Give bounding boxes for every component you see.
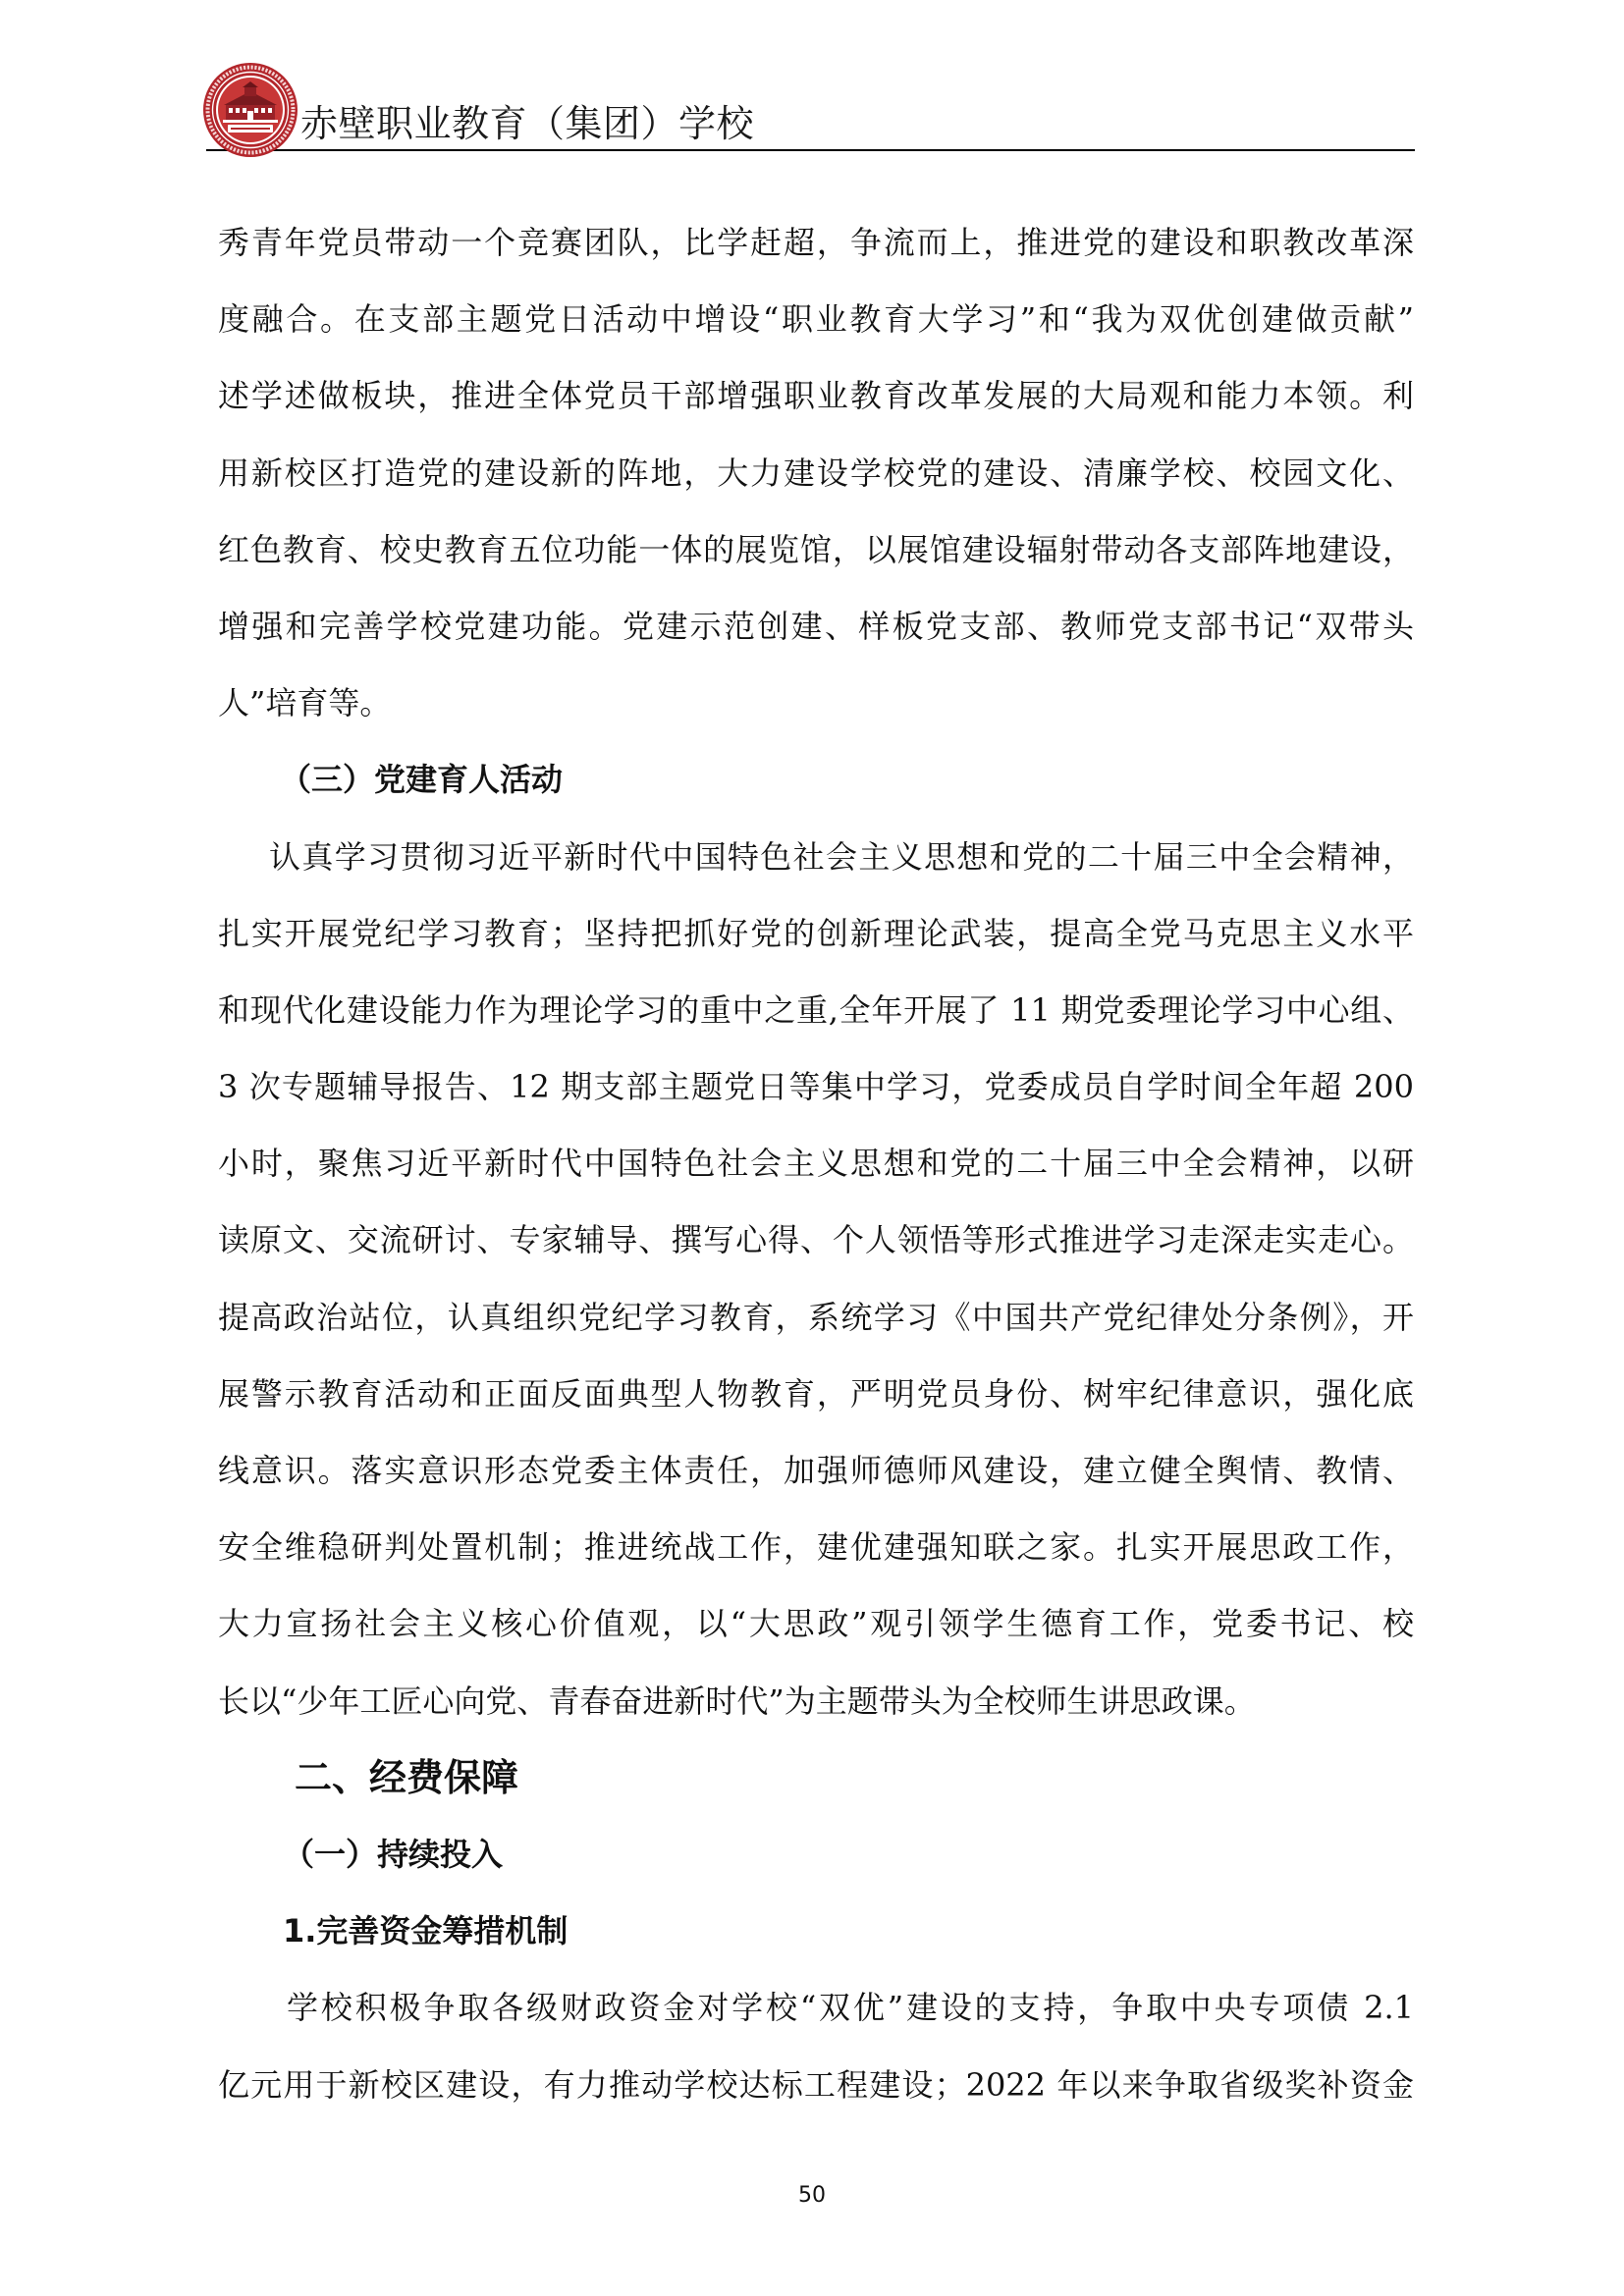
paragraph-funding <box>218 1969 1414 2122</box>
text-line: 认真学习贯彻习近平新时代中国特色社会主义思想和党的二十届三中全会精神， <box>269 837 1414 876</box>
text-line: 秀青年党员带动一个竞赛团队，比学赶超，争流而上，推进党的建设和职教改革深 <box>218 224 1414 261</box>
text-line: 大力宣扬社会主义核心价值观，以“大思政”观引领学生德育工作，党委书记、校 <box>218 1605 1414 1643</box>
paragraph-party-education <box>218 819 1414 1739</box>
text-line: 和现代化建设能力作为理论学习的重中之重,全年开展了 11 期党委理论学习中心组、 <box>218 990 1414 1029</box>
page-body <box>218 204 1414 2123</box>
text-line: 扎实开展党纪学习教育；坚持把抓好党的创新理论武装，提高全党马克思主义水平 <box>218 914 1414 952</box>
section-heading-funding: 二、经费保障 <box>295 1755 519 1799</box>
text-line: 展警示教育活动和正面反面典型人物教育，严明党员身份、树牢纪律意识，强化底 <box>218 1374 1414 1413</box>
text-line: 读原文、交流研讨、专家辅导、撰写心得、个人领悟等形式推进学习走深走实走心。 <box>218 1221 1414 1259</box>
text-line: 用新校区打造党的建设新的阵地，大力建设学校党的建设、清廉学校、校园文化、 <box>218 454 1414 492</box>
text-line: 安全维稳研判处置机制；推进统战工作，建优建强知联之家。扎实开展思政工作， <box>218 1528 1414 1567</box>
text-line: 增强和完善学校党建功能。党建示范创建、样板党支部、教师党支部书记“双带头 <box>218 607 1414 645</box>
subsection-heading-investment: （一）持续投入 <box>283 1835 504 1873</box>
text-line: 红色教育、校史教育五位功能一体的展览馆，以展馆建设辐射带动各支部阵地建设， <box>218 530 1414 568</box>
text-line: 3 次专题辅导报告、12 期支部主题党日等集中学习，党委成员自学时间全年超 200 <box>218 1068 1414 1106</box>
text-line: 亿元用于新校区建设，有力推动学校达标工程建设；2022 年以来争取省级奖补资金 <box>218 2065 1414 2104</box>
header-title: 赤壁职业教育（集团）学校 <box>300 102 755 145</box>
text-line: 线意识。落实意识形态党委主体责任，加强师德师风建设，建立健全舆情、教情、 <box>218 1452 1414 1489</box>
text-line: 提高政治站位，认真组织党纪学习教育，系统学习《中国共产党纪律处分条例》，开 <box>218 1298 1414 1336</box>
text-line: 小时，聚焦习近平新时代中国特色社会主义思想和党的二十届三中全会精神，以研 <box>218 1145 1414 1183</box>
school-seal-icon <box>201 61 299 159</box>
paragraph-party-building <box>218 204 1414 741</box>
item-heading-fund-mechanism: 1.完善资金筹措机制 <box>283 1912 568 1950</box>
header-rule <box>206 149 1415 151</box>
school-logo <box>201 61 299 159</box>
text-line: 度融合。在支部主题党日活动中增设“职业教育大学习”和“我为双优创建做贡献” <box>218 300 1414 339</box>
text-line: 述学述做板块，推进全体党员干部增强职业教育改革发展的大局观和能力本领。利 <box>218 377 1414 415</box>
text-line: 长以“少年工匠心向党、青春奋进新时代”为主题带头为全校师生讲思政课。 <box>218 1682 1256 1720</box>
heading-party-education: （三）党建育人活动 <box>280 761 564 799</box>
text-line: 人”培育等。 <box>218 684 392 722</box>
page-number: 50 <box>798 2183 826 2208</box>
text-line: 学校积极争取各级财政资金对学校“双优”建设的支持，争取中央专项债 2.1 <box>287 1989 1414 2027</box>
